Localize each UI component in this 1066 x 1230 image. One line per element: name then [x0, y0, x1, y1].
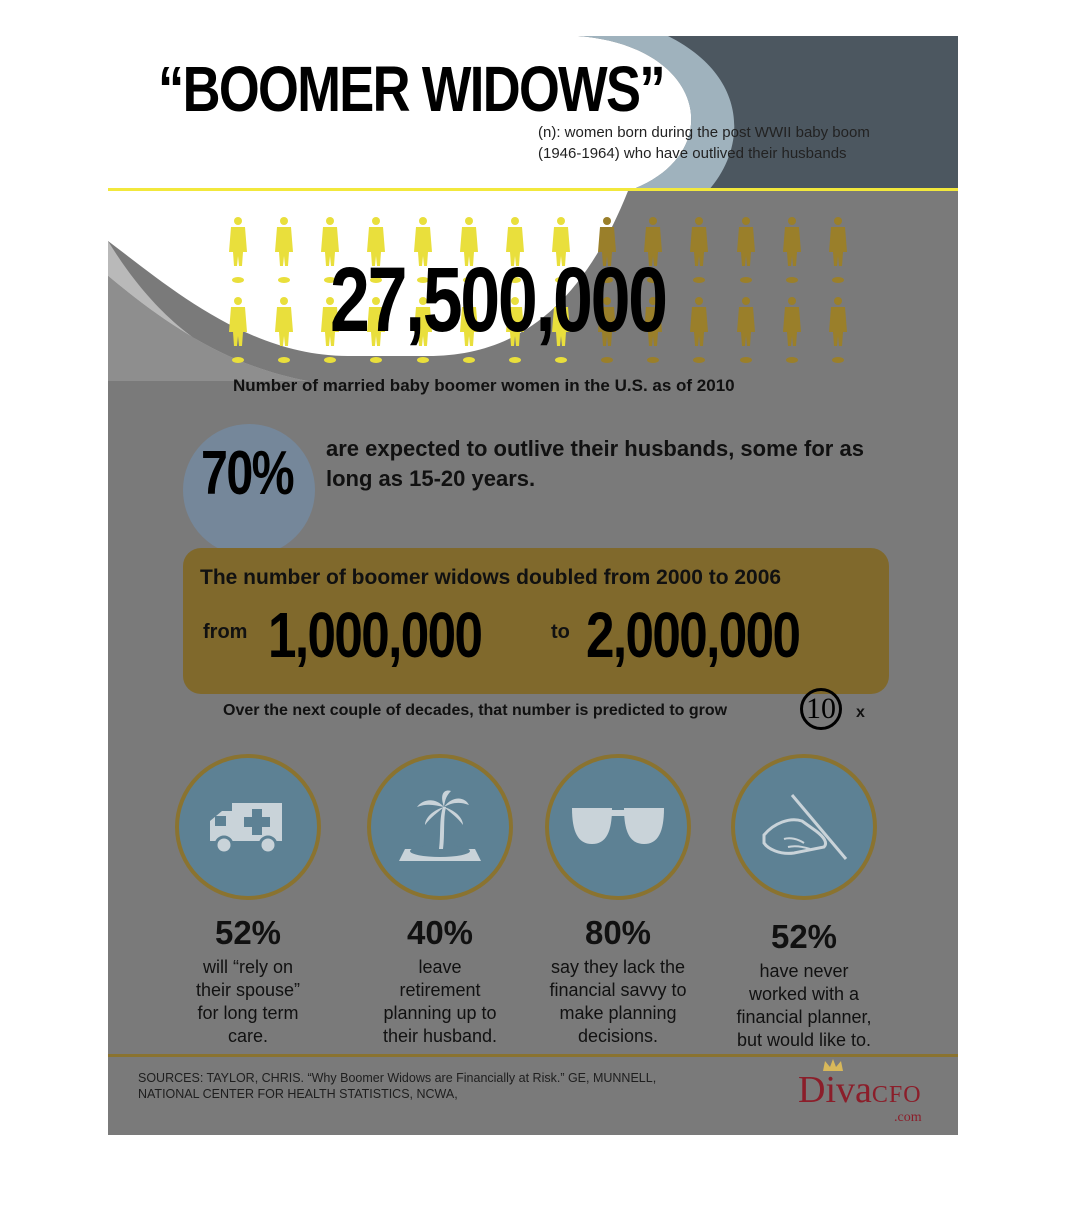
- prediction-text: Over the next couple of decades, that number is predicted to grow: [223, 702, 728, 719]
- definition-text: (n): women born during the post WWII baby boom (1946-1964) who have outlived their husbands: [538, 124, 870, 162]
- person-silhouette-icon: [826, 296, 850, 366]
- stat-circle: [545, 754, 691, 900]
- person-figure: [818, 296, 858, 368]
- stat-financial-savvy: [528, 754, 708, 1048]
- growth-headline: The number of boomer widows doubled from 2000 to 2006: [200, 566, 782, 589]
- page-title: “BOOMER WIDOWS”: [158, 53, 664, 125]
- top-yellow-rule: [108, 188, 958, 191]
- population-caption: Number of married baby boomer women in the U.S. as of 2010: [233, 376, 735, 395]
- person-silhouette-icon: [734, 216, 758, 286]
- palm-island-icon: [395, 789, 485, 865]
- person-figure: [264, 216, 304, 288]
- outlive-text: are expected to outlive their husbands, some for as long as 15-20 years.: [326, 436, 864, 491]
- person-figure: [218, 296, 258, 368]
- person-silhouette-icon: [272, 216, 296, 286]
- stat-circle: [175, 754, 321, 900]
- growth-to-value: 2,000,000: [586, 599, 800, 671]
- person-silhouette-icon: [226, 216, 250, 286]
- person-silhouette-icon: [780, 216, 804, 286]
- sunglasses-icon: [570, 802, 666, 852]
- person-figure: [772, 296, 812, 368]
- person-silhouette-icon: [826, 216, 850, 286]
- sources-text: SOURCES: TAYLOR, CHRIS. “Why Boomer Widows are Financially at Risk.” GE, MUNNELL, NATIONAL CENTER FOR HEALTH STATISTICS, NCWA,: [138, 1071, 657, 1101]
- stat-long-term-care: [158, 754, 338, 1048]
- stat-description: say they lack the financial savvy to make planning decisions.: [549, 957, 687, 1046]
- person-silhouette-icon: [780, 296, 804, 366]
- person-figure: [264, 296, 304, 368]
- person-silhouette-icon: [734, 296, 758, 366]
- stat-description: will “rely on their spouse” for long term care.: [195, 957, 301, 1046]
- stat-percent: 52%: [770, 918, 838, 955]
- divacfo-logo: DivaCFO .com: [798, 1058, 948, 1128]
- person-figure: [218, 216, 258, 288]
- multiplier-badge: 10: [800, 688, 842, 730]
- person-silhouette-icon: [226, 296, 250, 366]
- stat-retirement-planning: [350, 754, 530, 1048]
- writing-hand-icon: [754, 787, 854, 867]
- ambulance-icon: [208, 797, 288, 857]
- bottom-gold-rule: [108, 1054, 958, 1057]
- person-figure: [679, 216, 719, 288]
- growth-to-label: to: [551, 621, 570, 643]
- person-figure: [772, 216, 812, 288]
- stat-percent: 80%: [584, 914, 652, 951]
- stat-financial-planner: [714, 754, 894, 1052]
- population-number: 27,500,000: [330, 249, 666, 351]
- infographic-poster: [108, 36, 958, 1135]
- growth-from-value: 1,000,000: [268, 599, 482, 671]
- person-figure: [726, 216, 766, 288]
- person-figure: [726, 296, 766, 368]
- person-silhouette-icon: [272, 296, 296, 366]
- stat-circle: [731, 754, 877, 900]
- multiplier-suffix: x: [856, 704, 865, 721]
- person-silhouette-icon: [687, 296, 711, 366]
- stat-circle: [367, 754, 513, 900]
- stat-percent: 52%: [214, 914, 282, 951]
- stat-description: have never worked with a financial planner, but would like to.: [736, 961, 872, 1050]
- person-silhouette-icon: [687, 216, 711, 286]
- growth-from-label: from: [203, 621, 248, 643]
- person-figure: [818, 216, 858, 288]
- stat-percent: 40%: [406, 914, 474, 951]
- outlive-percent: 70%: [201, 439, 294, 508]
- stat-description: leave retirement planning up to their husband.: [382, 957, 498, 1046]
- person-figure: [679, 296, 719, 368]
